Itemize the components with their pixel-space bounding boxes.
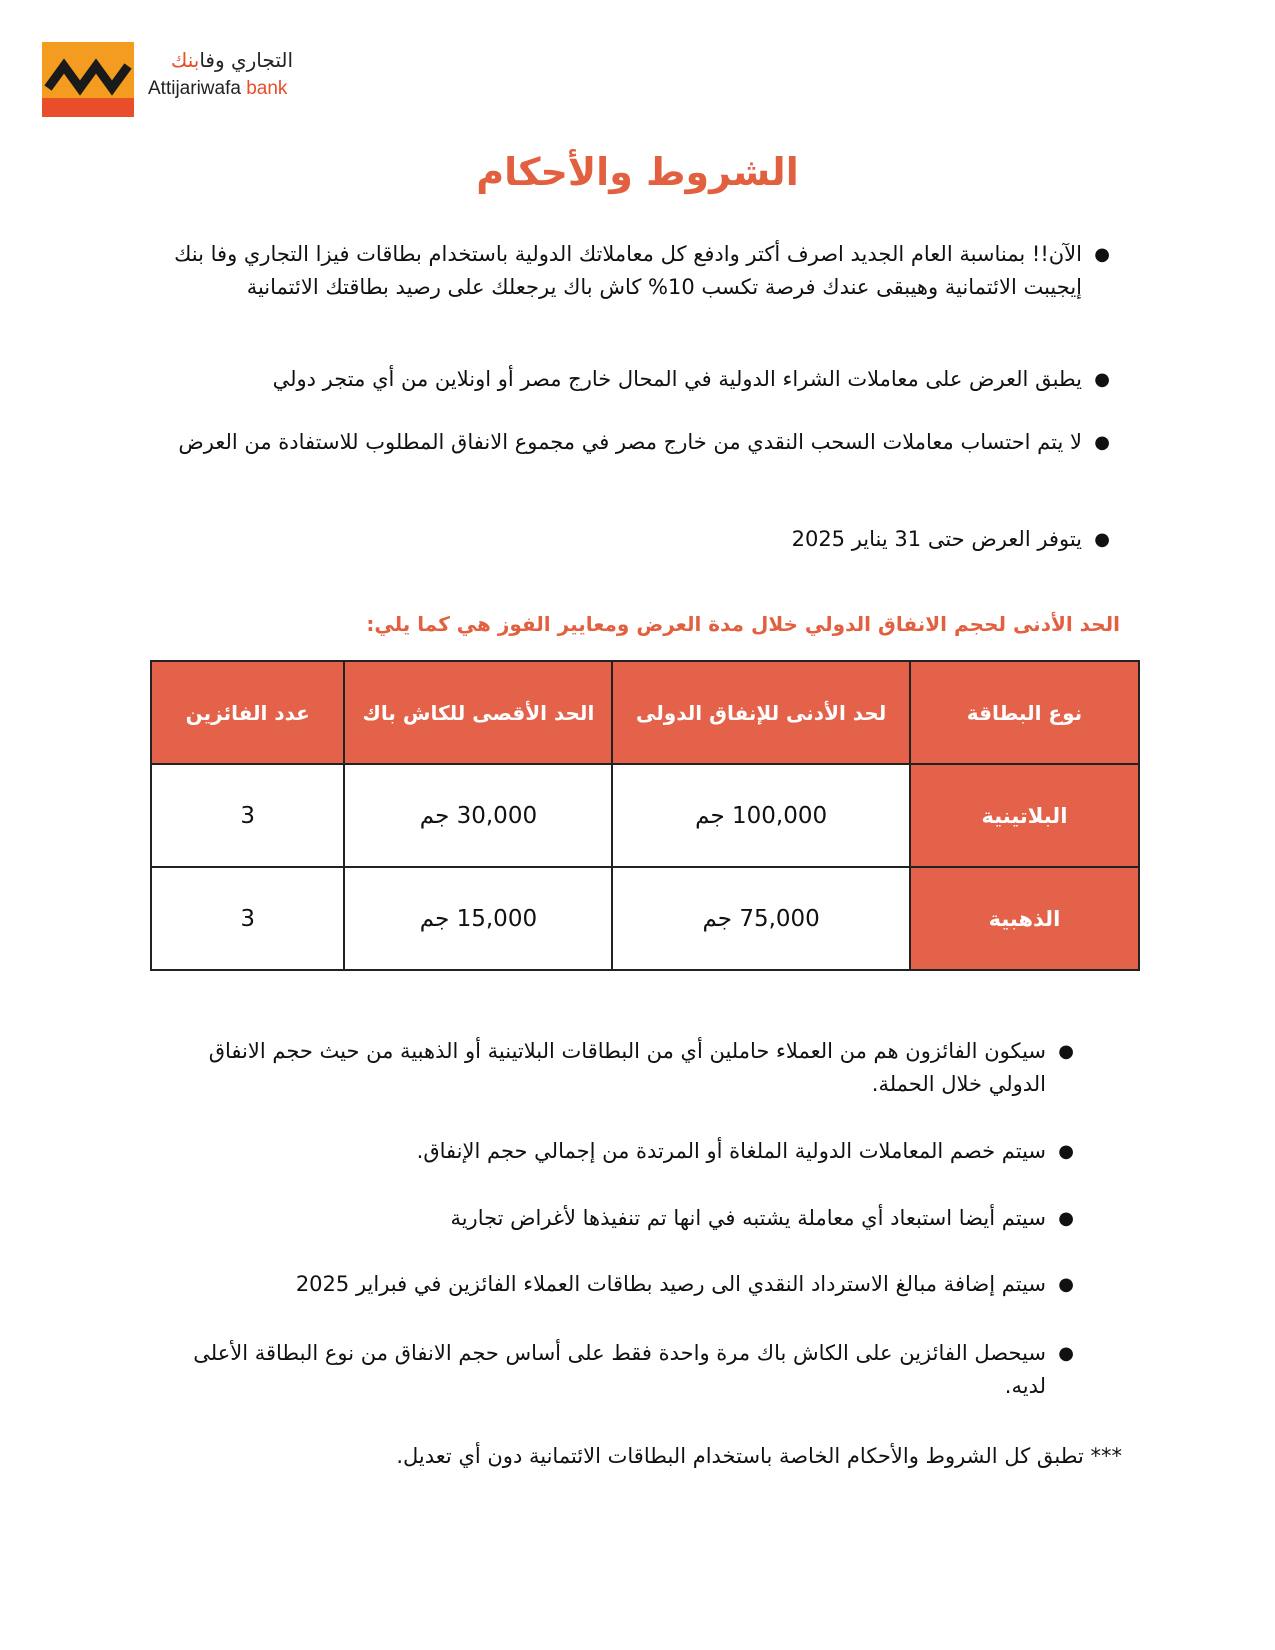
winners-count-cell: 3 [151,867,344,970]
bullet-icon: ● [1058,1041,1074,1062]
bullet-icon: ● [1094,244,1110,265]
logo-english-name [148,78,287,100]
table-row [151,764,1139,867]
card-type-cell: البلاتينية [910,764,1139,867]
table-intro-heading: الحد الأدنى لحجم الانفاق الدولي خلال مدة العرض ومعايير الفوز هي كما يلي: [366,612,1120,636]
max-cashback-cell: 30,000 جم [344,764,612,867]
card-type-cell: الذهبية [910,867,1139,970]
logo-english-bank: bank [246,78,288,99]
column-header: لحد الأدنى للإنفاق الدولى [612,661,909,764]
page-title: الشروط والأحكام [476,150,799,194]
list-item [150,363,1110,396]
column-header: نوع البطاقة [910,661,1139,764]
bullet-icon: ● [1094,432,1110,453]
list-item-text: سيكون الفائزون هم من العملاء حاملين أي من البطاقات البلاتينية أو الذهبية من حيث حجم الانفاق الدولي خلال الحملة. [208,1039,1046,1096]
list-item [150,1035,1074,1101]
bullet-icon: ● [1058,1343,1074,1364]
logo-arabic-main: التجاري وفا [199,48,293,72]
list-item-text: لا يتم احتساب معاملات السحب النقدي من خارج مصر في مجموع الانفاق المطلوب للاستفادة من العرض [178,430,1082,454]
list-item [150,1135,1074,1168]
list-item-text: يطبق العرض على معاملات الشراء الدولية في المحال خارج مصر أو اونلاين من أي متجر دولي [272,367,1082,391]
table-row [151,867,1139,970]
list-item [150,238,1110,304]
winners-count-cell: 3 [151,764,344,867]
list-item [150,1268,1074,1301]
eligibility-table [150,660,1140,971]
list-item-text: الآن!! بمناسبة العام الجديد اصرف أكتر وادفع كل معاملاتك الدولية باستخدام بطاقات فيزا التجاري وفا بنك إيجيبت الائتمانية وهيبقى عندك فرصة تكسب 10% كاش باك يرجعلك على رصيد بطاقتك الائتمانية [174,242,1082,299]
logo-english-main: Attijariwafa [148,78,241,99]
max-cashback-cell: 15,000 جم [344,867,612,970]
logo-arabic-name [148,48,293,72]
list-item-text: سيتم إضافة مبالغ الاسترداد النقدي الى رصيد بطاقات العملاء الفائزين في فبراير 2025 [295,1272,1046,1296]
bullet-icon: ● [1058,1274,1074,1295]
list-item [150,1202,1074,1235]
bottom-bullet-list [150,1035,1074,1415]
top-bullet-list [150,238,1110,578]
logo-mark-icon [42,42,134,117]
column-header: عدد الفائزين [151,661,344,764]
min-spend-cell: 75,000 جم [612,867,909,970]
bullet-icon: ● [1058,1141,1074,1162]
bank-logo [42,42,292,117]
list-item [150,523,1110,556]
bullet-icon: ● [1094,369,1110,390]
min-spend-cell: 100,000 جم [612,764,909,867]
bullet-icon: ● [1094,529,1110,550]
logo-arabic-bank: بنك [170,48,200,72]
bullet-icon: ● [1058,1208,1074,1229]
list-item-text: سيتم أيضا استبعاد أي معاملة يشتبه في انها تم تنفيذها لأغراض تجارية [450,1206,1046,1230]
list-item-text: سيحصل الفائزين على الكاش باك مرة واحدة فقط على أساس حجم الانفاق من نوع البطاقة الأعلى لديه. [193,1341,1046,1398]
list-item [150,1337,1074,1403]
list-item-text: يتوفر العرض حتى 31 يناير 2025 [791,527,1082,551]
table-header-row [151,661,1139,764]
column-header: الحد الأقصى للكاش باك [344,661,612,764]
footnote: *** تطبق كل الشروط والأحكام الخاصة باستخدام البطاقات الائتمانية دون أي تعديل. [396,1444,1122,1468]
list-item-text: سيتم خصم المعاملات الدولية الملغاة أو المرتدة من إجمالي حجم الإنفاق. [416,1139,1046,1163]
list-item [150,426,1110,459]
